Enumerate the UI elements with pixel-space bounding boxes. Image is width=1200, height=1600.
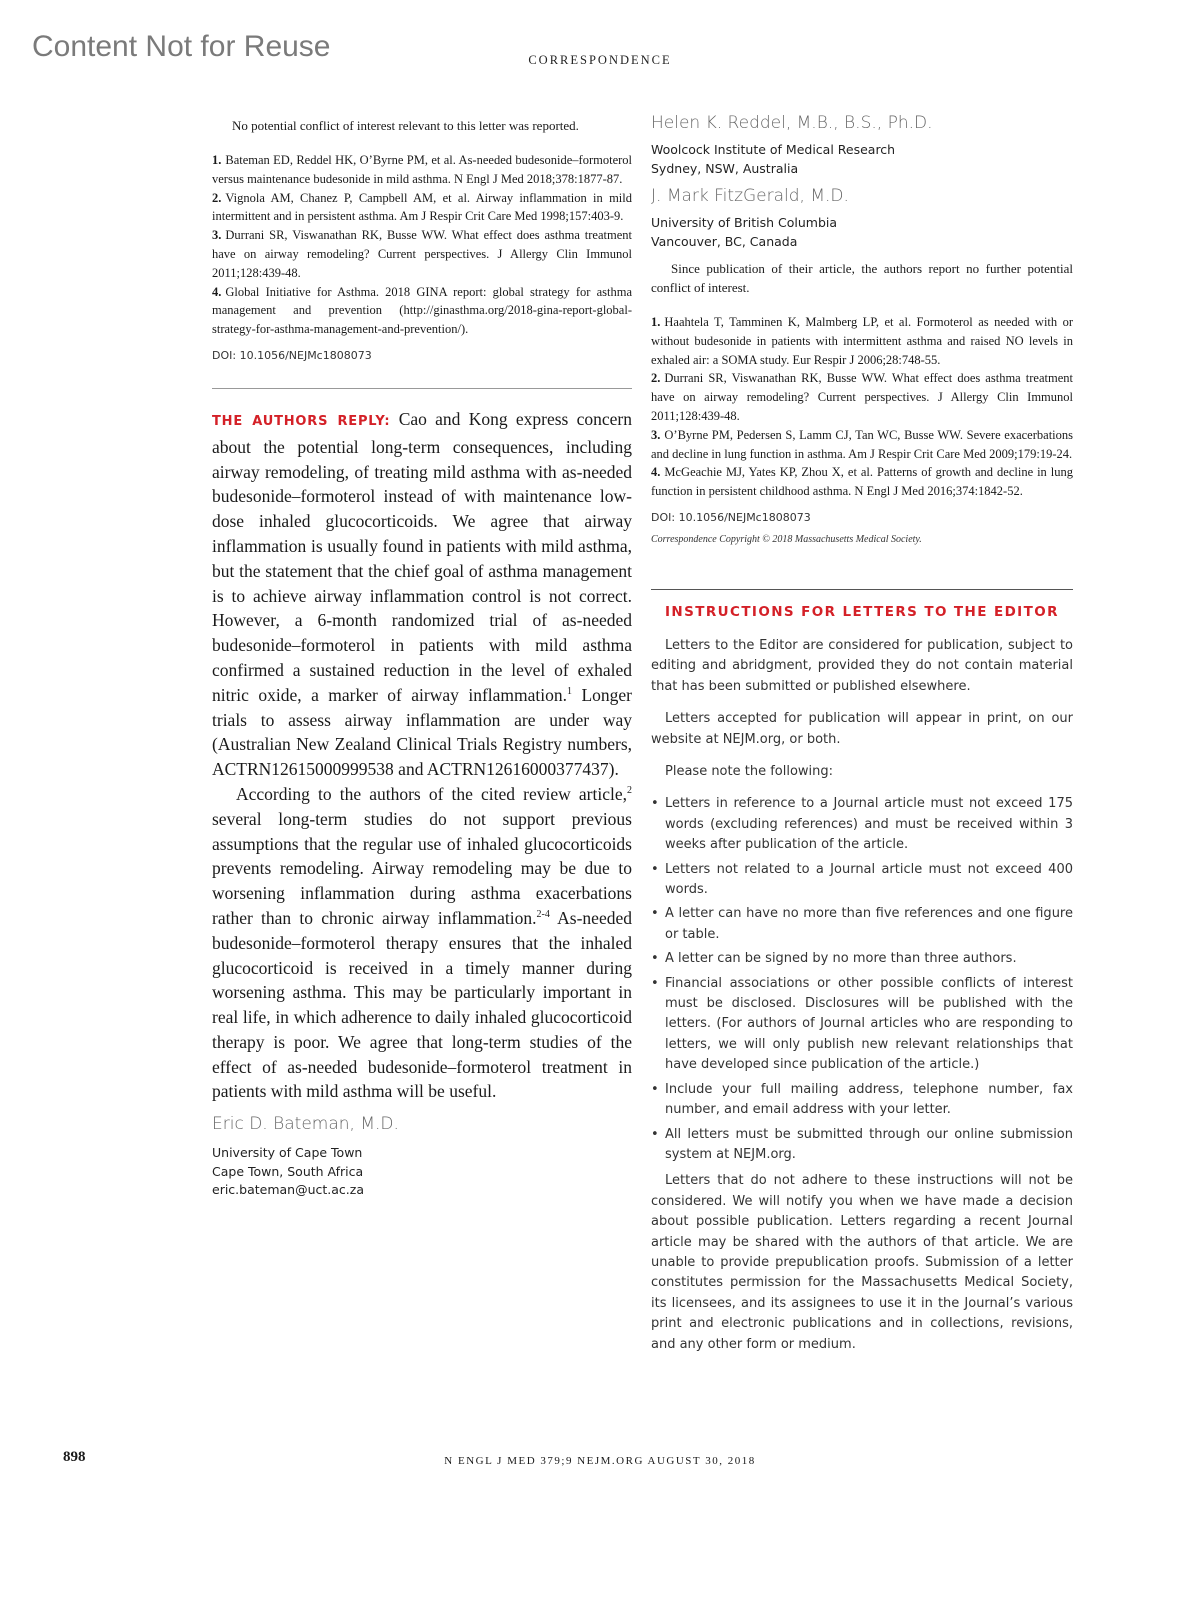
list-item-text: A letter can be signed by no more than three authors.: [665, 951, 1017, 967]
reference-item: [212, 151, 632, 189]
affiliation-line: Cape Town, South Africa: [212, 1163, 364, 1179]
bullet-icon: •: [651, 951, 659, 967]
watermark: Content Not for Reuse: [32, 30, 331, 63]
reference-text: Global Initiative for Asthma. 2018 GINA report: global strategy for asthma management and prevention (http://ginasthma.org/2018-gina-report-global-strategy-for-asthma-management-and-prevention/).: [212, 284, 632, 337]
conflict-statement: Since publication of their article, the authors report no further potential conflict of interest.: [651, 261, 1073, 295]
author-email: eric.bateman@uct.ac.za: [212, 1182, 364, 1198]
reference-number: 3.: [212, 228, 222, 243]
citation-superscript: 2-4: [536, 909, 550, 921]
list-item-text: All letters must be submitted through our online submission system at NEJM.org.: [665, 1126, 1073, 1162]
reply-text: Longer trials to assess airway inflammation are under way (Australian New Zealand Clinical Trials Registry numbers, ACTRN12615000999538 and ACTRN12616000377437).: [212, 684, 632, 780]
list-item-text: Include your full mailing address, telephone number, fax number, and email address with your letter.: [665, 1081, 1073, 1118]
instructions-body: [651, 636, 1073, 1355]
reference-item: [212, 189, 632, 227]
list-item-text: Letters not related to a Journal article must not exceed 400 words.: [665, 861, 1073, 898]
author-name: Helen K. Reddel, M.B., B.S., Ph.D.: [651, 113, 933, 133]
bullet-icon: •: [651, 1126, 659, 1142]
bullet-icon: •: [651, 796, 659, 812]
list-item: [651, 974, 1073, 1076]
reference-item: [651, 426, 1073, 464]
citation-superscript: 1: [567, 685, 573, 697]
list-item-text: Financial associations or other possible conflicts of interest must be disclosed. Disclosures will be published with the letters. (For authors of Journal articles who are responding to letters, we will only publish new relevant relationships that have developed since publication of the article.): [665, 975, 1073, 1073]
reference-text: McGeachie MJ, Yates KP, Zhou X, et al. Patterns of growth and decline in lung function in persistent childhood asthma. N Engl J Med 2016;374:1842-52.: [651, 465, 1073, 499]
list-item: [651, 949, 1073, 969]
author-name: Eric D. Bateman, M.D.: [212, 1114, 399, 1135]
reference-item: [212, 283, 632, 339]
reference-number: 3.: [651, 427, 661, 442]
reply-paragraph-2: [212, 782, 632, 1104]
list-item: [651, 860, 1073, 901]
reference-text: Durrani SR, Viswanathan RK, Busse WW. What effect does asthma treatment have on airway remodeling? Current perspectives. J Allergy Clin Immunol 2011;128:439-48.: [651, 371, 1073, 423]
doi: DOI: 10.1056/NEJMc1808073: [212, 348, 372, 362]
instructions-box: [651, 589, 1073, 1355]
reference-text: Bateman ED, Reddel HK, O’Byrne PM, et al. As-needed budesonide–formoterol versus maintenance budesonide in mild asthma. N Engl J Med 2018;378:1877-87.: [212, 153, 632, 186]
reference-number: 4.: [212, 284, 222, 299]
left-column: [212, 116, 632, 1200]
journal-citation: N ENGL J MED 379;9 NEJM.ORG AUGUST 30, 2018: [444, 1455, 756, 1467]
bullet-icon: •: [651, 906, 659, 922]
author-affiliation: [651, 214, 1073, 251]
list-item: [651, 1080, 1073, 1121]
reply-heading: THE AUTHORS REPLY:: [212, 413, 391, 429]
running-head: CORRESPONDENCE: [528, 53, 672, 67]
reply-text: According to the authors of the cited review article,: [236, 783, 627, 804]
list-item: [651, 904, 1073, 945]
reference-text: Durrani SR, Viswanathan RK, Busse WW. What effect does asthma treatment have on airway remodeling? Current perspectives. J Allergy Clin Immunol 2011;128:439-48.: [212, 228, 632, 280]
right-column: [651, 113, 1073, 1367]
instructions-list: [651, 794, 1073, 1165]
affiliation-line: Sydney, NSW, Australia: [651, 160, 799, 176]
conflict-statement: No potential conflict of interest relevant to this letter was reported.: [232, 118, 579, 133]
citation-superscript: 2: [627, 785, 632, 797]
instructions-title: INSTRUCTIONS FOR LETTERS TO THE EDITOR: [665, 603, 1059, 620]
reference-item: [651, 369, 1073, 425]
reference-number: 4.: [651, 465, 661, 480]
author-affiliation: [651, 141, 1073, 178]
affiliation-line: Woolcock Institute of Medical Research: [651, 142, 896, 157]
instructions-paragraph: Please note the following:: [665, 764, 834, 779]
instructions-paragraph: Letters accepted for publication will appear in print, on our website at NEJM.org, or both.: [651, 711, 1073, 747]
reference-text: Vignola AM, Chanez P, Campbell AM, et al. Airway inflammation in mild intermittent and in persistent asthma. Am J Respir Crit Care Med 1998;157:403-9.: [212, 190, 632, 224]
list-item-text: A letter can have no more than five references and one figure or table.: [665, 906, 1073, 942]
list-item-text: Letters in reference to a Journal article must not exceed 175 words (excluding references) and must be received within 3 weeks after publication of the article.: [665, 796, 1073, 853]
reference-text: O’Byrne PM, Pedersen S, Lamm CJ, Tan WC, Busse WW. Severe exacerbations and decline in lung function in asthma. Am J Respir Crit Care Med 2009;179:19-24.: [651, 427, 1073, 461]
affiliation-line: Vancouver, BC, Canada: [651, 233, 798, 249]
list-item: [651, 794, 1073, 855]
reference-number: 2.: [212, 190, 222, 205]
reference-item: [212, 226, 632, 282]
reference-item: [651, 463, 1073, 501]
affiliation-line: University of British Columbia: [651, 215, 838, 230]
reference-list: [212, 151, 632, 339]
copyright: Correspondence Copyright © 2018 Massachusetts Medical Society.: [651, 533, 922, 545]
reference-number: 1.: [651, 315, 661, 329]
bullet-icon: •: [651, 975, 659, 991]
instructions-paragraph: Letters that do not adhere to these instructions will not be considered. We will notify you when we have made a decision about possible publication. Letters regarding a recent Journal article may be shared with the authors of that article. We are unable to provide prepublication proofs. Submission of a letter constitutes permission for the Massachusetts Medical Society, its licensees, and its assignees to use it in the Journal’s various print and electronic publications and in collections, revisions, and any other form or medium.: [651, 1173, 1073, 1352]
bullet-icon: •: [651, 861, 659, 877]
author-affiliation: [212, 1144, 632, 1200]
affiliation-line: University of Cape Town: [212, 1145, 363, 1161]
section-divider: [212, 388, 632, 389]
reply-paragraph-1: [212, 407, 632, 782]
page-number: 898: [63, 1449, 86, 1465]
list-item: [651, 1125, 1073, 1166]
reference-number: 2.: [651, 371, 661, 386]
author-name: J. Mark FitzGerald, M.D.: [651, 186, 849, 206]
reference-number: 1.: [212, 153, 222, 167]
instructions-paragraph: Letters to the Editor are considered for publication, subject to editing and abridgment, provided they do not contain material that has been submitted or published elsewhere.: [651, 637, 1073, 694]
reply-text: As-needed budesonide–formoterol therapy ensures that the inhaled glucocorticoid is received in a timely manner during worsening asthma. This may be particularly important in real life, in which adherence to daily inhaled glucocorticoid therapy is poor. We agree that long-term studies of the effect of as-needed budesonide–formoterol treatment in patients with mild asthma will be useful.: [212, 907, 632, 1102]
doi: DOI: 10.1056/NEJMc1808073: [651, 510, 811, 524]
reply-text: Cao and Kong express concern about the potential long-term consequences, including airway remodeling, of treating mild asthma with as-needed budesonide–formoterol instead of with maintenance low-dose inhaled glucocorticoids. We agree that airway inflammation is usually found in patients with mild asthma, but the statement that the chief goal of asthma management is to achieve airway inflammation control is not correct. However, a 6-month randomized trial of as-needed budesonide–formoterol in patients with mild asthma confirmed a sustained reduction in the level of exhaled nitric oxide, a marker of airway inflammation.: [212, 408, 632, 705]
reference-text: Haahtela T, Tamminen K, Malmberg LP, et al. Formoterol as needed with or without budesonide in patients with intermittent asthma and raised NO levels in exhaled air: a SOMA study. Eur Respir J 2006;28:748-55.: [651, 315, 1073, 367]
reply-text: several long-term studies do not support previous assumptions that the regular use of inhaled glucocorticoids prevents remodeling. Airway remodeling may be due to worsening inflammation during asthma exacerbations rather than to chronic airway inflammation.: [212, 808, 632, 928]
reference-item: [651, 313, 1073, 369]
bullet-icon: •: [651, 1081, 659, 1097]
reference-list: [651, 313, 1073, 501]
